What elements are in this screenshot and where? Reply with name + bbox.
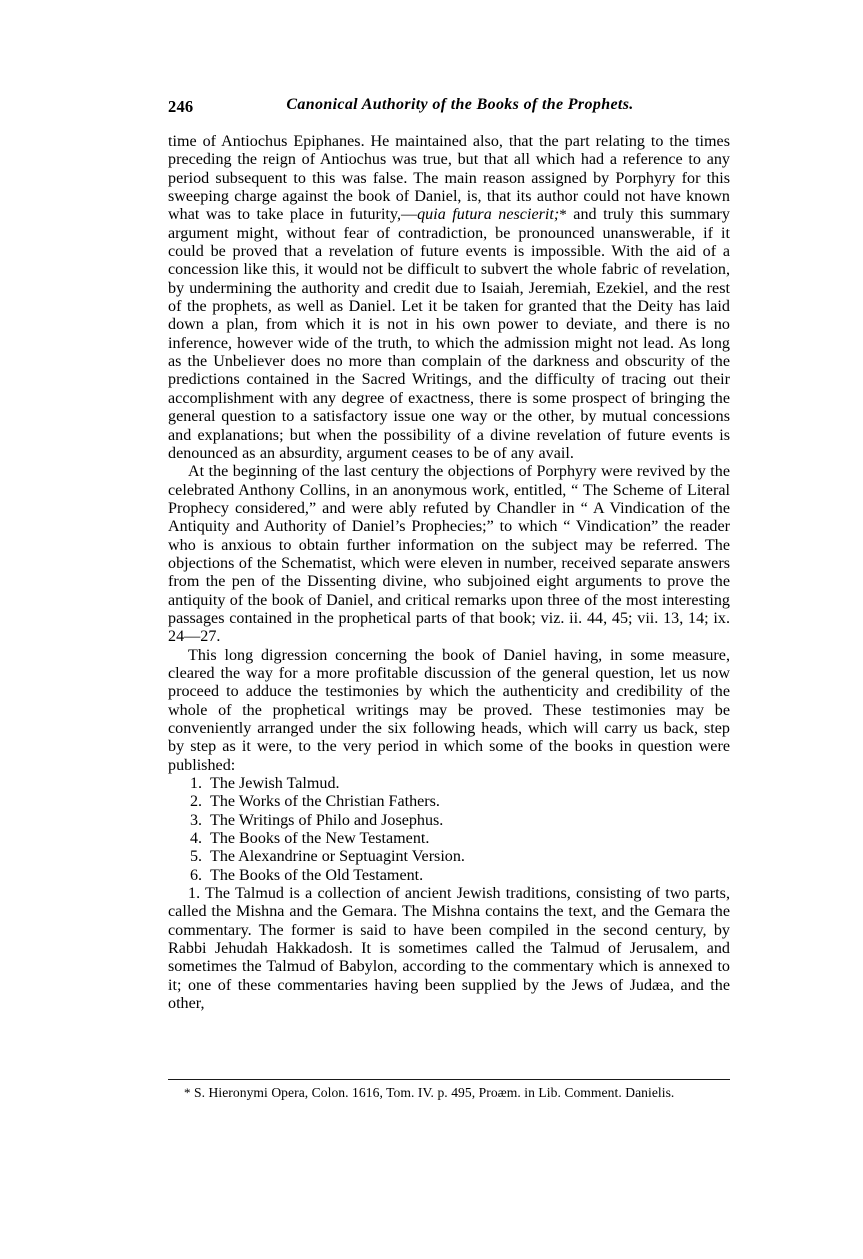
paragraph-4: 1. The Talmud is a collection of ancient Jewish traditions, consisting of two parts, called the Mishna and the Gemara. The Mishna contains the text, and the Gemara the commentary. The former is said to have been compiled in the second century, by Rabbi Jehudah Hakkadosh. It is sometimes called the Talmud of Jerusalem, and sometimes the Talmud of Babylon, according to the commentary which is annexed to it; one of these commentaries having been supplied by the Jews of Judæa, and the other,: [168, 885, 730, 1013]
list-item: [168, 793, 730, 811]
list-item-number: 4.: [190, 830, 203, 848]
footnote-marker: *: [184, 1085, 191, 1100]
paragraph-2: At the beginning of the last century the objections of Porphyry were revived by the celebrated Anthony Collins, in an anonymous work, entitled, “ The Scheme of Literal Prophecy considered,” and were ably refuted by Chandler in “ A Vindication of the Antiquity and Authority of Daniel’s Prophecies;” to which “ Vindication” the reader who is anxious to obtain further information on the subject may be referred. The objections of the Schematist, which were eleven in number, received separate answers from the pen of the Dissenting divine, who subjoined eight arguments to prove the antiquity of the book of Daniel, and critical remarks upon three of the most interesting passages contained in the prophetical parts of that book; viz. ii. 44, 45; vii. 13, 14; ix. 24—27.: [168, 463, 730, 646]
list-item-label: The Writings of Philo and Josephus.: [210, 811, 444, 829]
paragraph-1-text: time of Antiochus Epiphanes. He maintained also, that the part relating to the times preceding the reign of Antiochus was true, but that all which had a reference to any period subsequent to this was false. The main reason assigned by Porphyry for this sweeping charge against the book of Daniel, is, that its author could not have known what was to take place in futurity,—: [168, 133, 730, 224]
text-column: [168, 133, 730, 1014]
list-item-label: The Books of the New Testament.: [210, 830, 430, 848]
list-item-number: 3.: [190, 811, 203, 829]
footnote: [168, 1085, 730, 1101]
running-head: [168, 96, 730, 118]
list-item: [168, 867, 730, 885]
paragraph-3: This long digression concerning the book of Daniel having, in some measure, cleared the way for a more profitable discussion of the general question, let us now proceed to adduce the testimonies by which the authenticity and credibility of the whole of the prophetical writings may be proved. These testimonies may be conveniently arranged under the six following heads, which will carry us back, step by step as it were, to the very period in which some of the books in question were published:: [168, 646, 730, 774]
heads-list: [168, 775, 730, 885]
list-item-label: The Works of the Christian Fathers.: [210, 793, 440, 811]
list-item: [168, 812, 730, 830]
list-item-number: 5.: [190, 848, 203, 866]
list-item-label: The Alexandrine or Septuagint Version.: [210, 848, 465, 866]
list-item-number: 1.: [190, 775, 203, 793]
list-item: [168, 848, 730, 866]
footnote-reference-marker: *: [559, 207, 567, 224]
latin-phrase: quia futura nescierit;: [417, 206, 560, 224]
list-item-number: 2.: [190, 793, 203, 811]
list-item: [168, 775, 730, 793]
running-title: Canonical Authority of the Books of the Prophets.: [286, 96, 634, 113]
page-number: 246: [168, 97, 194, 116]
list-item-label: The Jewish Talmud.: [210, 775, 340, 793]
footnote-separator-rule: [168, 1079, 730, 1080]
footnote-text: S. Hieronymi Opera, Colon. 1616, Tom. IV. p. 495, Proæm. in Lib. Comment. Danielis.: [194, 1085, 675, 1100]
list-item: [168, 830, 730, 848]
list-item-number: 6.: [190, 866, 203, 884]
list-item-label: The Books of the Old Testament.: [210, 866, 424, 884]
paragraph-1-continuation: and truly this summary argument might, without fear of contradiction, be pronounced unanswerable, if it could be proved that a revelation of future events is impossible. With the aid of a concession like this, it would not be difficult to subvert the whole fabric of revelation, by undermining the authority and credit due to Isaiah, Jeremiah, Ezekiel, and the rest of the prophets, as well as Daniel. Let it be taken for granted that the Deity has laid down a plan, from which it is not in his own power to deviate, and there is no inference, however wide of the truth, to which the admission might not lead. As long as the Unbeliever does no more than complain of the darkness and obscurity of the predictions contained in the Sacred Writings, and the difficulty of tracing out their accomplishment with any degree of exactness, there is some prospect of bringing the general question to a satisfactory issue one way or the other, by mutual concessions and explanations; but when the possibility of a divine revelation of future events is denounced as an absurdity, argument ceases to be of any avail.: [168, 206, 730, 462]
paragraph-1: [168, 133, 730, 463]
footnote-zone: [168, 1079, 730, 1101]
